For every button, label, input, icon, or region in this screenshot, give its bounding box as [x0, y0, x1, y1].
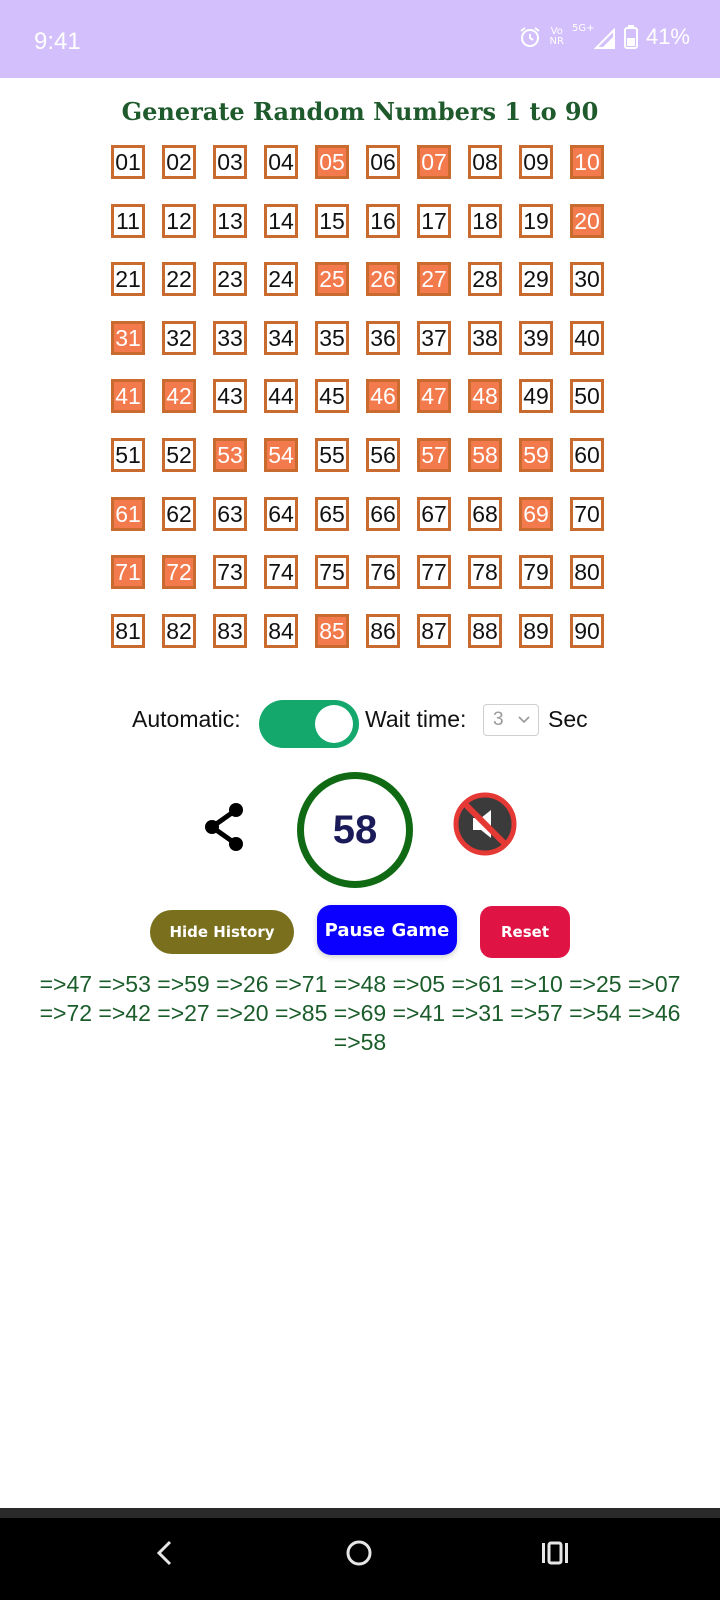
number-cell: 12 — [162, 204, 196, 238]
number-cell: 84 — [264, 614, 298, 648]
number-cell: 39 — [519, 321, 553, 355]
number-cell: 62 — [162, 497, 196, 531]
number-cell: 88 — [468, 614, 502, 648]
system-nav-bar — [0, 1508, 720, 1600]
number-cell: 09 — [519, 145, 553, 179]
number-cell: 34 — [264, 321, 298, 355]
draw-history: =>47 =>53 =>59 =>26 =>71 =>48 =>05 =>61 =>10 =>25 =>07 =>72 =>42 =>27 =>20 =>85 =>69 =>41 =>31 =>57 =>54 =>46 =>58 — [39, 971, 681, 1055]
number-cell: 68 — [468, 497, 502, 531]
mute-icon[interactable] — [453, 792, 517, 856]
number-cell: 32 — [162, 321, 196, 355]
number-cell: 35 — [315, 321, 349, 355]
alarm-icon — [518, 25, 542, 49]
auto-settings-row — [0, 700, 720, 744]
number-cell-drawn: 10 — [570, 145, 604, 179]
wait-time-select[interactable] — [483, 704, 539, 736]
number-cell: 73 — [213, 555, 247, 589]
number-cell: 70 — [570, 497, 604, 531]
number-cell: 80 — [570, 555, 604, 589]
number-cell: 76 — [366, 555, 400, 589]
number-cell: 90 — [570, 614, 604, 648]
hide-history-button[interactable]: Hide History — [150, 910, 294, 954]
home-icon[interactable] — [344, 1538, 374, 1568]
number-cell-drawn: 53 — [213, 438, 247, 472]
number-cell: 38 — [468, 321, 502, 355]
number-cell: 23 — [213, 262, 247, 296]
battery-icon — [624, 25, 638, 49]
page-title: Generate Random Numbers 1 to 90 — [121, 97, 599, 126]
reset-button[interactable]: Reset — [480, 906, 570, 958]
number-cell: 77 — [417, 555, 451, 589]
number-cell-drawn: 59 — [519, 438, 553, 472]
number-cell: 79 — [519, 555, 553, 589]
number-cell: 06 — [366, 145, 400, 179]
number-cell: 22 — [162, 262, 196, 296]
number-cell-drawn: 71 — [111, 555, 145, 589]
number-cell-drawn: 31 — [111, 321, 145, 355]
wait-time-label: Wait time: — [365, 706, 467, 732]
number-cell: 08 — [468, 145, 502, 179]
number-cell: 78 — [468, 555, 502, 589]
number-cell-drawn: 42 — [162, 379, 196, 413]
number-cell-drawn: 25 — [315, 262, 349, 296]
number-cell-drawn: 26 — [366, 262, 400, 296]
number-cell: 18 — [468, 204, 502, 238]
number-cell: 67 — [417, 497, 451, 531]
status-icons — [518, 24, 690, 50]
number-cell: 52 — [162, 438, 196, 472]
number-cell: 19 — [519, 204, 553, 238]
number-cell: 86 — [366, 614, 400, 648]
number-cell: 75 — [315, 555, 349, 589]
number-cell: 64 — [264, 497, 298, 531]
number-cell-drawn: 20 — [570, 204, 604, 238]
number-cell: 66 — [366, 497, 400, 531]
number-cell: 49 — [519, 379, 553, 413]
number-cell: 43 — [213, 379, 247, 413]
number-cell: 04 — [264, 145, 298, 179]
volte-indicator — [550, 27, 564, 47]
seconds-label: Sec — [548, 706, 588, 732]
number-cell: 82 — [162, 614, 196, 648]
wait-time-value: 3 — [493, 709, 504, 730]
toggle-knob — [315, 705, 353, 743]
number-cell-drawn: 47 — [417, 379, 451, 413]
number-cell-drawn: 58 — [468, 438, 502, 472]
number-cell-drawn: 61 — [111, 497, 145, 531]
status-time: 9:41 — [34, 28, 81, 55]
number-cell: 17 — [417, 204, 451, 238]
number-cell: 01 — [111, 145, 145, 179]
number-cell-drawn: 05 — [315, 145, 349, 179]
number-cell: 13 — [213, 204, 247, 238]
number-cell: 03 — [213, 145, 247, 179]
network-label: 5G+ — [571, 23, 595, 34]
current-number-display — [297, 772, 413, 888]
number-cell: 65 — [315, 497, 349, 531]
current-number: 58 — [332, 807, 378, 852]
number-cell: 11 — [111, 204, 145, 238]
status-bar — [0, 0, 720, 78]
number-cell: 37 — [417, 321, 451, 355]
number-cell-drawn: 54 — [264, 438, 298, 472]
number-cell: 81 — [111, 614, 145, 648]
number-cell: 56 — [366, 438, 400, 472]
number-cell: 28 — [468, 262, 502, 296]
number-cell: 21 — [111, 262, 145, 296]
number-cell: 74 — [264, 555, 298, 589]
number-cell-drawn: 07 — [417, 145, 451, 179]
volte-bottom: NR — [549, 36, 564, 47]
number-cell-drawn: 41 — [111, 379, 145, 413]
number-cell: 16 — [366, 204, 400, 238]
recents-icon[interactable] — [540, 1538, 570, 1568]
number-cell-drawn: 27 — [417, 262, 451, 296]
number-cell-drawn: 46 — [366, 379, 400, 413]
number-cell: 60 — [570, 438, 604, 472]
number-cell: 36 — [366, 321, 400, 355]
number-cell: 55 — [315, 438, 349, 472]
battery-percent: 41% — [645, 24, 690, 49]
number-cell: 15 — [315, 204, 349, 238]
network-indicator — [572, 24, 616, 50]
number-cell: 33 — [213, 321, 247, 355]
volte-top: Vo — [550, 26, 563, 37]
number-cell: 63 — [213, 497, 247, 531]
pause-game-button[interactable]: Pause Game — [317, 905, 457, 955]
number-cell-drawn: 48 — [468, 379, 502, 413]
signal-icon — [594, 28, 616, 50]
automatic-label: Automatic: — [132, 706, 241, 732]
number-cell-drawn: 85 — [315, 614, 349, 648]
number-cell: 51 — [111, 438, 145, 472]
number-cell: 89 — [519, 614, 553, 648]
number-cell-drawn: 57 — [417, 438, 451, 472]
number-cell: 29 — [519, 262, 553, 296]
number-cell: 40 — [570, 321, 604, 355]
automatic-toggle[interactable] — [259, 700, 359, 748]
nav-divider — [0, 1508, 720, 1518]
number-cell: 02 — [162, 145, 196, 179]
number-cell: 45 — [315, 379, 349, 413]
number-cell: 83 — [213, 614, 247, 648]
number-cell-drawn: 69 — [519, 497, 553, 531]
number-cell: 24 — [264, 262, 298, 296]
chevron-down-icon — [516, 709, 532, 729]
back-icon[interactable] — [150, 1538, 180, 1568]
number-cell: 50 — [570, 379, 604, 413]
number-cell: 44 — [264, 379, 298, 413]
share-icon[interactable] — [200, 800, 248, 854]
number-cell-drawn: 72 — [162, 555, 196, 589]
number-cell: 14 — [264, 204, 298, 238]
number-cell: 87 — [417, 614, 451, 648]
number-cell: 30 — [570, 262, 604, 296]
